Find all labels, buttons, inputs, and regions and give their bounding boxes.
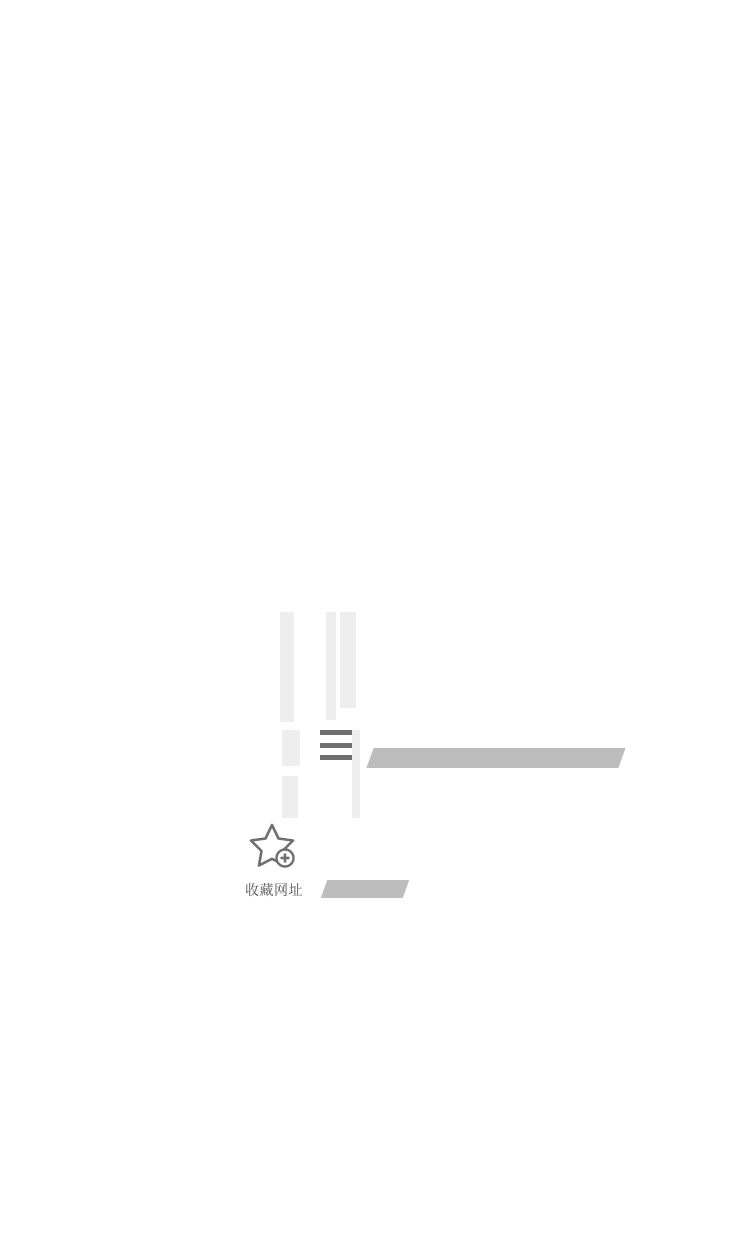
content-strip-top [366, 748, 625, 768]
hamburger-bar [320, 743, 352, 748]
placeholder-bar [340, 612, 356, 708]
hamburger-bar [320, 755, 352, 760]
placeholder-bar [282, 730, 300, 766]
star-add-bookmark-icon[interactable] [248, 822, 300, 872]
placeholder-bar [282, 776, 298, 818]
placeholder-bar [352, 730, 360, 818]
hamburger-bar [320, 730, 352, 735]
hamburger-list-icon[interactable] [320, 730, 352, 760]
favorite-site-label: 收藏网址 [245, 882, 303, 898]
placeholder-bar [326, 612, 336, 720]
placeholder-bar [280, 612, 294, 722]
content-strip-bottom [321, 880, 410, 898]
